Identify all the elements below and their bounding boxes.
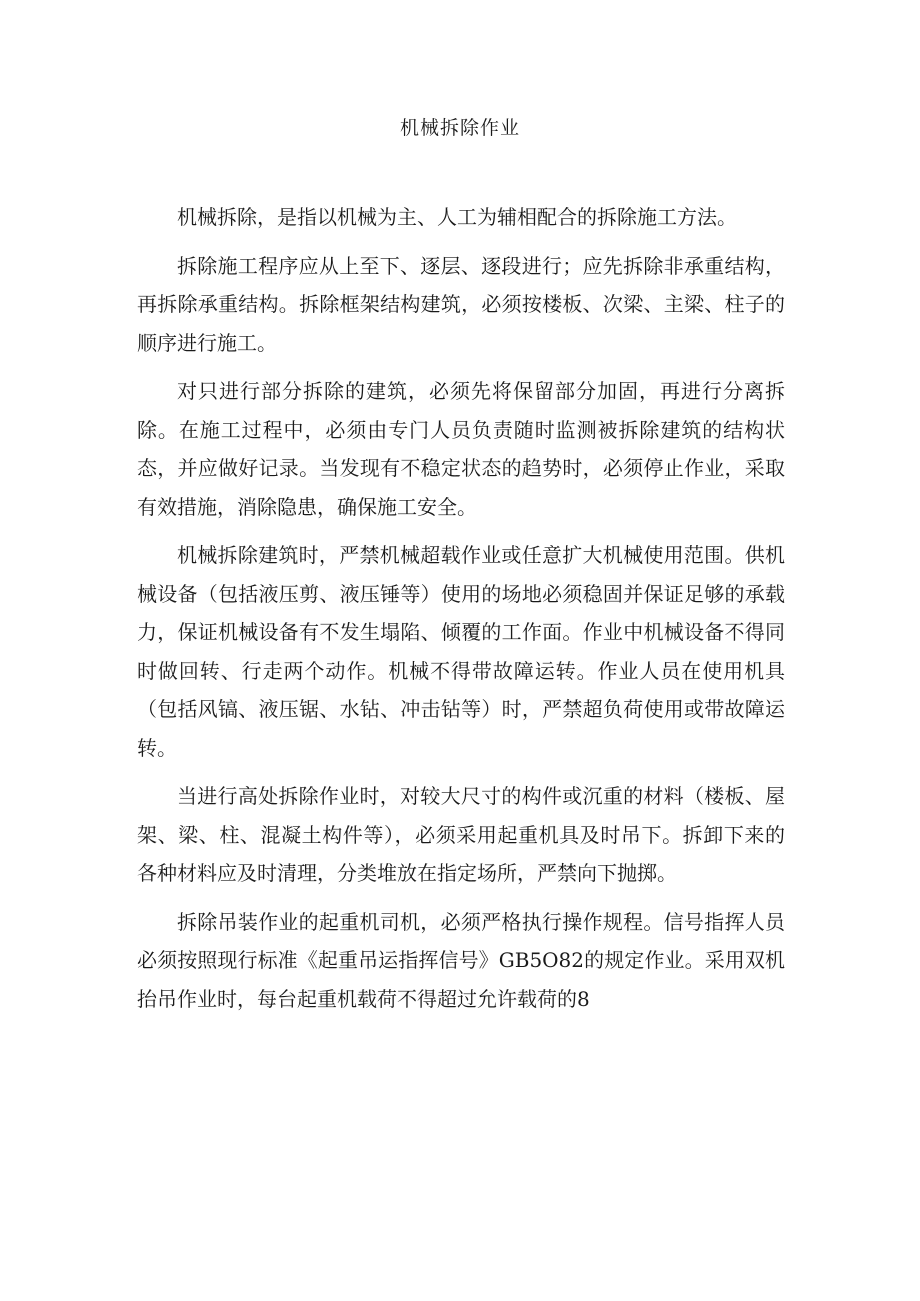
document-title: 机械拆除作业 [399, 117, 520, 139]
paragraph-3: 对只进行部分拆除的建筑，必须先将保留部分加固，再进行分离拆除。在施工过程中，必须由专门人员负责随时监测被拆除建筑的结构状态，并应做好记录。当发现有不稳定状态的趋势时，必须停止作业，采取有效措施，消除隐患，确保施工安全。 [137, 379, 785, 519]
paragraph-6: 拆除吊装作业的起重机司机，必须严格执行操作规程。信号指挥人员必须按照现行标准《起重吊运指挥信号》GB5O82的规定作业。采用双机抬吊作业时，每台起重机载荷不得超过允许载荷的8 [137, 909, 785, 1011]
paragraph-2: 拆除施工程序应从上至下、逐层、逐段进行；应先拆除非承重结构，再拆除承重结构。拆除框架结构建筑，必须按楼板、次梁、主梁、柱子的顺序进行施工。 [137, 253, 785, 355]
document-body [137, 198, 785, 1028]
paragraph-4: 机械拆除建筑时，严禁机械超载作业或任意扩大机械使用范围。供机械设备（包括液压剪、液压锤等）使用的场地必须稳固并保证足够的承载力，保证机械设备有不发生塌陷、倾覆的工作面。作业中机械设备不得同时做回转、行走两个动作。机械不得带故障运转。作业人员在使用机具（包括风镐、液压锯、水钻、冲击钻等）时，严禁超负荷使用或带故障运转。 [137, 543, 785, 760]
paragraph-1: 机械拆除，是指以机械为主、人工为辅相配合的拆除施工方法。 [177, 205, 737, 229]
paragraph-5: 当进行高处拆除作业时，对较大尺寸的构件或沉重的材料（楼板、屋架、梁、柱、混凝土构件等），必须采用起重机具及时吊下。拆卸下来的各种材料应及时清理，分类堆放在指定场所，严禁向下抛掷。 [137, 784, 785, 885]
